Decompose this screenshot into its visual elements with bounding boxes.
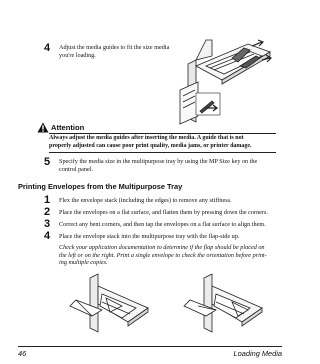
attention-rule-top <box>49 133 276 134</box>
step-text-line: control panel. <box>59 165 94 173</box>
page-number: 46 <box>18 349 27 358</box>
attention-title: Attention <box>51 123 85 132</box>
attention-rule-bottom <box>49 152 276 153</box>
footer-section-title: Loading Media <box>233 349 282 358</box>
step-text-line: you're loading. <box>59 51 96 59</box>
step-number: 5 <box>44 156 51 168</box>
attention-icon <box>37 122 49 133</box>
step-text <box>59 158 284 173</box>
step-text: Place the envelopes on a flat surface, and flatten them by pressing down the corners. <box>59 209 268 216</box>
step-text-line: Adjust the media guides to fit the size media <box>59 44 170 51</box>
attention-text <box>49 135 279 151</box>
step-number: 1 <box>44 194 51 206</box>
step-text: Flex the envelope stack (including the edges) to remove any stiffness. <box>59 197 232 204</box>
note-line: the left or on the right. Print a single envelope to check the orientation before print- <box>59 251 267 259</box>
footer-rule <box>18 346 282 347</box>
step-text-line: Specify the media size in the multipurpose tray by using the MP Size key on the <box>59 158 258 165</box>
envelope-tray-illustration-right <box>176 272 286 342</box>
attention-line: Always adjust the media guides after inserting the media. A guide that is not <box>49 135 244 141</box>
step-text: Correct any bent corners, and then tap the envelopes on a flat surface to align them. <box>59 221 266 228</box>
step-number: 3 <box>44 218 51 230</box>
step-number: 2 <box>44 206 51 218</box>
note-line: ing multiple copies. <box>59 259 108 267</box>
step-text: Place the envelope stack into the multipurpose tray with the flap-side up. <box>59 233 240 240</box>
attention-line: properly adjusted can cause poor print quality, media jams, or printer damage. <box>49 142 252 149</box>
step-number: 4 <box>44 42 51 54</box>
note-line: Check your application documentation to determine if the flap should be placed on <box>59 244 265 251</box>
note-text <box>59 244 287 267</box>
envelope-tray-illustration-left <box>62 272 172 342</box>
step-number: 4 <box>44 230 51 242</box>
section-heading: Printing Envelopes from the Multipurpose Tray <box>18 182 183 191</box>
